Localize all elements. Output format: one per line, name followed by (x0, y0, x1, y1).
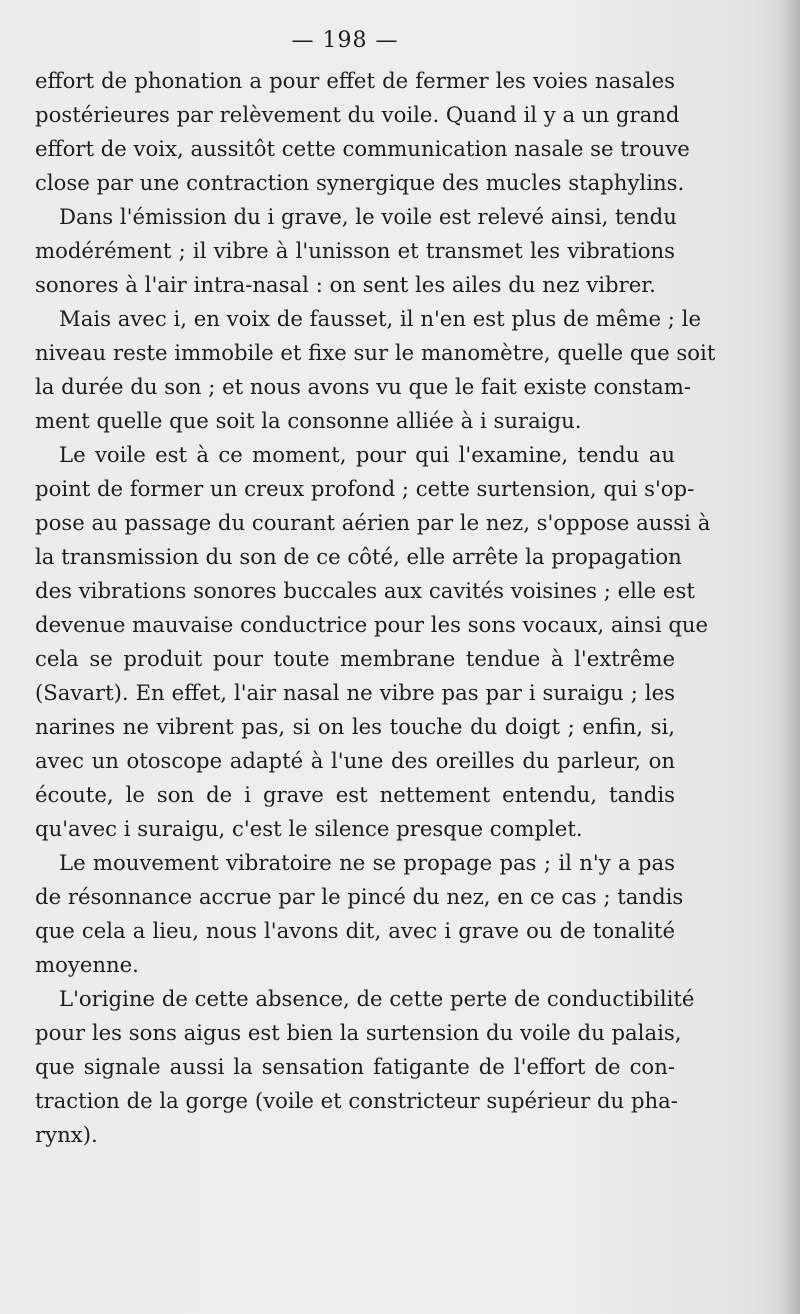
text-line: modérément ; il vibre à l'unisson et transmet les vibrations (35, 238, 675, 263)
text-line: (Savart). En effet, l'air nasal ne vibre pas par i suraigu ; les (35, 680, 675, 705)
text-line: pour les sons aigus est bien la surtension du voile du palais, (35, 1020, 682, 1045)
text-line: postérieures par relèvement du voile. Quand il y a un grand (35, 102, 680, 127)
text-line: point de former un creux profond ; cette surtension, qui s'op- (35, 476, 695, 501)
text-line: L'origine de cette absence, de cette perte de conductibilité (59, 986, 695, 1011)
text-line: qu'avec i suraigu, c'est le silence presque complet. (35, 816, 583, 841)
text-line: des vibrations sonores buccales aux cavités voisines ; elle est (35, 578, 695, 603)
text-line: écoute, le son de i grave est nettement entendu, tandis (35, 782, 675, 807)
text-line: niveau reste immobile et fixe sur le manomètre, quelle que soit (35, 340, 716, 365)
text-line: narines ne vibrent pas, si on les touche du doigt ; enfin, si, (35, 714, 675, 739)
text-line: Le mouvement vibratoire ne se propage pas ; il n'y a pas (59, 850, 675, 875)
body-text (35, 64, 716, 1152)
text-line: que signale aussi la sensation fatigante de l'effort de con- (35, 1054, 675, 1079)
text-line: cela se produit pour toute membrane tendue à l'extrême (35, 646, 675, 671)
text-line: close par une contraction synergique des mucles staphylins. (35, 170, 685, 195)
text-line: moyenne. (35, 952, 139, 977)
text-line: Le voile est à ce moment, pour qui l'examine, tendu au (59, 442, 675, 467)
text-line: effort de phonation a pour effet de fermer les voies nasales (35, 68, 675, 93)
text-line: avec un otoscope adapté à l'une des oreilles du parleur, on (35, 748, 675, 773)
text-line: ment quelle que soit la consonne alliée à i suraigu. (35, 408, 582, 433)
text-line: rynx). (35, 1122, 98, 1147)
page-edge-shadow (778, 0, 800, 1314)
text-line: effort de voix, aussitôt cette communication nasale se trouve (35, 136, 690, 161)
text-line: Dans l'émission du i grave, le voile est relevé ainsi, tendu (59, 204, 677, 229)
text-line: pose au passage du courant aérien par le nez, s'oppose aussi à (35, 510, 711, 535)
text-line: devenue mauvaise conductrice pour les sons vocaux, ainsi que (35, 612, 709, 637)
text-line: la transmission du son de ce côté, elle arrête la propagation (35, 544, 682, 569)
text-line: que cela a lieu, nous l'avons dit, avec i grave ou de tonalité (35, 918, 675, 943)
page-number: — 198 — (291, 28, 399, 53)
text-line: traction de la gorge (voile et constricteur supérieur du pha- (35, 1088, 678, 1113)
text-line: Mais avec i, en voix de fausset, il n'en est plus de même ; le (59, 306, 701, 331)
text-line: la durée du son ; et nous avons vu que le fait existe constam- (35, 374, 692, 399)
text-line: sonores à l'air intra-nasal : on sent les ailes du nez vibrer. (35, 272, 656, 297)
text-line: de résonnance accrue par le pincé du nez, en ce cas ; tandis (35, 884, 684, 909)
